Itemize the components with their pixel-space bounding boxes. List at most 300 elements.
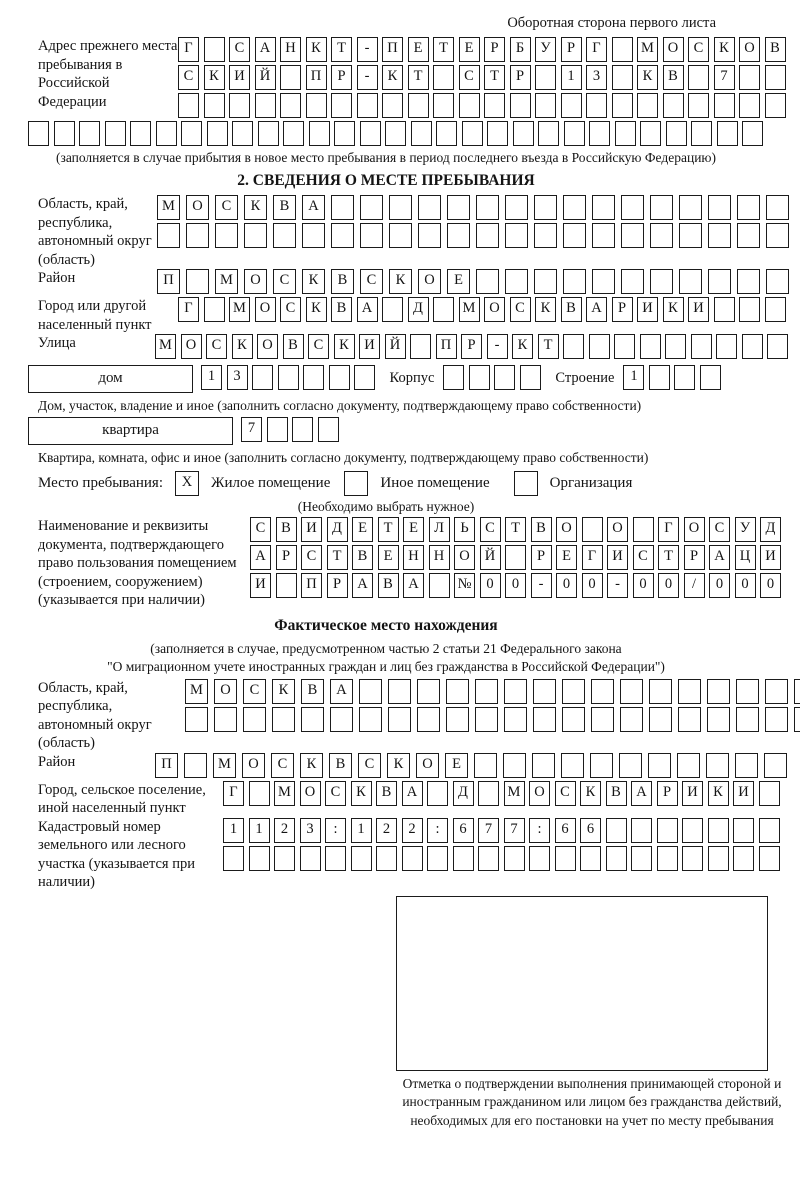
char-cell: О (454, 545, 475, 570)
char-cell (504, 679, 527, 704)
char-cell (469, 365, 490, 390)
char-cell (666, 121, 687, 146)
char-cell: А (402, 781, 423, 806)
char-cell (331, 93, 352, 118)
char-cell: А (709, 545, 730, 570)
char-cell: Т (331, 37, 352, 62)
char-cell: 3 (586, 65, 607, 90)
char-cell: И (607, 545, 628, 570)
char-cell (650, 269, 673, 294)
char-cell: А (631, 781, 652, 806)
ulitsa-field (28, 334, 772, 362)
char-cell (621, 223, 644, 248)
char-cell (382, 93, 403, 118)
char-cell (620, 707, 643, 732)
char-cell: 1 (223, 818, 244, 843)
oblast-field (28, 195, 772, 269)
char-cell: 2 (402, 818, 423, 843)
char-cell (505, 545, 526, 570)
char-cell (657, 846, 678, 871)
char-cell (410, 334, 431, 359)
char-cell: 0 (658, 573, 679, 598)
char-cell (706, 753, 729, 778)
char-cell: К (204, 65, 225, 90)
char-cell: К (334, 334, 355, 359)
oblast-grid (157, 195, 795, 251)
prev-address-grid (178, 37, 790, 121)
char-cell: О (181, 334, 202, 359)
char-cell: К (389, 269, 412, 294)
char-cell: М (213, 753, 236, 778)
char-cell (411, 121, 432, 146)
char-cell (433, 93, 454, 118)
char-cell: С (215, 195, 238, 220)
char-cell (650, 223, 673, 248)
char-cell (739, 93, 760, 118)
dom-row (28, 365, 772, 395)
char-cell (474, 753, 497, 778)
char-cell (631, 818, 652, 843)
char-cell: О (244, 269, 267, 294)
char-cell (292, 417, 313, 442)
char-cell: Т (505, 517, 526, 542)
kadastr-field (28, 818, 772, 892)
char-cell (648, 753, 671, 778)
char-cell (708, 846, 729, 871)
char-cell (592, 269, 615, 294)
char-cell (535, 65, 556, 90)
char-cell: Р (327, 573, 348, 598)
char-cell: Н (280, 37, 301, 62)
char-cell (272, 707, 295, 732)
confirmation-mark-area (390, 896, 794, 1131)
char-cell: С (633, 545, 654, 570)
char-cell (267, 417, 288, 442)
char-cell: В (273, 195, 296, 220)
char-cell: Т (538, 334, 559, 359)
prev-address-label: Адрес прежнего места пребывания в Российской Федерации (38, 38, 178, 110)
char-cell: 1 (351, 818, 372, 843)
char-cell (178, 93, 199, 118)
char-cell: О (255, 297, 276, 322)
char-cell: К (302, 269, 325, 294)
char-cell: М (637, 37, 658, 62)
char-cell (621, 269, 644, 294)
char-cell: С (206, 334, 227, 359)
char-cell (589, 334, 610, 359)
char-cell (759, 781, 780, 806)
char-cell (478, 846, 499, 871)
char-cell: 1 (623, 365, 644, 390)
char-cell (330, 707, 353, 732)
char-cell (186, 269, 209, 294)
char-cell (765, 707, 788, 732)
char-cell: И (359, 334, 380, 359)
char-cell: В (765, 37, 786, 62)
char-cell (476, 195, 499, 220)
char-cell: В (606, 781, 627, 806)
char-cell (562, 679, 585, 704)
char-cell: А (330, 679, 353, 704)
char-cell: А (357, 297, 378, 322)
char-cell (649, 707, 672, 732)
mesto-note: (Необходимо выбрать нужное) (297, 499, 475, 514)
char-cell: 0 (760, 573, 781, 598)
char-cell (586, 93, 607, 118)
kvartira-row (28, 417, 772, 447)
char-cell (433, 297, 454, 322)
char-cell (733, 818, 754, 843)
doc-label: Наименование и реквизиты документа, подтверждающего право пользования помещением (строением, сооружением) (указывается при наличии) (38, 518, 237, 608)
char-cell (273, 223, 296, 248)
char-cell: Р (684, 545, 705, 570)
char-cell: Р (276, 545, 297, 570)
char-cell (707, 679, 730, 704)
char-cell (249, 846, 270, 871)
char-cell (708, 269, 731, 294)
char-cell: : (529, 818, 550, 843)
char-cell: Л (429, 517, 450, 542)
char-cell (589, 121, 610, 146)
char-cell (417, 679, 440, 704)
char-cell: Ь (454, 517, 475, 542)
char-cell: И (682, 781, 703, 806)
char-cell: Е (403, 517, 424, 542)
char-cell: Е (459, 37, 480, 62)
char-cell (742, 121, 763, 146)
char-cell: К (663, 297, 684, 322)
char-cell (580, 846, 601, 871)
char-cell: П (306, 65, 327, 90)
char-cell (621, 195, 644, 220)
char-cell: Г (178, 297, 199, 322)
char-cell (657, 818, 678, 843)
char-cell (631, 846, 652, 871)
char-cell: Т (484, 65, 505, 90)
kadastr-grid (223, 818, 784, 874)
char-cell (28, 121, 49, 146)
gorod-field (28, 297, 772, 334)
char-cell: П (301, 573, 322, 598)
char-cell (765, 65, 786, 90)
char-cell (682, 846, 703, 871)
confirmation-mark-note: Отметка о подтверждении выполнения принимающей стороной и иностранным гражданином или лицом без гражданства действий, необходимых для его постановки на учет по месту пребывания (402, 1075, 782, 1128)
char-cell (274, 846, 295, 871)
char-cell (714, 93, 735, 118)
char-cell (105, 121, 126, 146)
char-cell (325, 846, 346, 871)
char-cell: М (157, 195, 180, 220)
char-cell: - (357, 65, 378, 90)
char-cell: П (155, 753, 178, 778)
char-cell: О (418, 269, 441, 294)
char-cell: К (512, 334, 533, 359)
char-cell: В (331, 297, 352, 322)
char-cell: - (531, 573, 552, 598)
char-cell: О (484, 297, 505, 322)
char-cell: С (271, 753, 294, 778)
char-cell (612, 65, 633, 90)
char-cell: О (607, 517, 628, 542)
char-cell: С (459, 65, 480, 90)
char-cell: И (688, 297, 709, 322)
char-cell: М (504, 781, 525, 806)
char-cell: И (733, 781, 754, 806)
char-cell: Д (408, 297, 429, 322)
fact-title: Фактическое место нахождения (274, 616, 498, 634)
doc-row-2 (250, 545, 786, 570)
char-cell: О (214, 679, 237, 704)
char-cell: Р (561, 37, 582, 62)
char-cell: К (351, 781, 372, 806)
char-cell (707, 707, 730, 732)
char-cell (360, 121, 381, 146)
char-cell (714, 297, 735, 322)
char-cell: С (273, 269, 296, 294)
char-cell (534, 223, 557, 248)
char-cell (736, 707, 759, 732)
kvartira-note: Квартира, комната, офис и иное (заполнить согласно документу, подтверждающему право собственности) (38, 450, 649, 465)
char-cell: Т (408, 65, 429, 90)
char-cell (382, 297, 403, 322)
gorod-label: Город или другой населенный пункт (38, 298, 152, 333)
char-cell (533, 707, 556, 732)
char-cell (130, 121, 151, 146)
char-cell: 3 (300, 818, 321, 843)
char-cell: 2 (376, 818, 397, 843)
char-cell: В (378, 573, 399, 598)
char-cell (561, 93, 582, 118)
char-cell: 7 (504, 818, 525, 843)
char-cell: А (302, 195, 325, 220)
char-cell: В (329, 753, 352, 778)
char-cell: К (306, 297, 327, 322)
checkbox-zhiloe (175, 471, 199, 496)
char-cell (532, 753, 555, 778)
dom-note: Дом, участок, владение и иное (заполнить согласно документу, подтверждающему право собственности) (38, 398, 642, 413)
char-cell (359, 679, 382, 704)
char-cell (766, 269, 789, 294)
char-cell (504, 846, 525, 871)
char-cell: X (175, 471, 199, 496)
char-cell (223, 846, 244, 871)
char-cell: 0 (633, 573, 654, 598)
char-cell: Д (453, 781, 474, 806)
char-cell (510, 93, 531, 118)
char-cell: Д (327, 517, 348, 542)
char-cell (765, 93, 786, 118)
char-cell (157, 223, 180, 248)
char-cell (591, 707, 614, 732)
char-cell (388, 707, 411, 732)
char-cell (79, 121, 100, 146)
char-cell (533, 679, 556, 704)
fact-raion-field (28, 753, 772, 781)
char-cell: Р (531, 545, 552, 570)
char-cell (214, 707, 237, 732)
char-cell (389, 195, 412, 220)
char-cell (688, 65, 709, 90)
char-cell (590, 753, 613, 778)
char-cell: Г (658, 517, 679, 542)
char-cell: О (529, 781, 550, 806)
char-cell: 0 (505, 573, 526, 598)
char-cell (766, 195, 789, 220)
char-cell (484, 93, 505, 118)
char-cell (505, 269, 528, 294)
char-cell (418, 223, 441, 248)
char-cell (682, 818, 703, 843)
char-cell (619, 753, 642, 778)
kadastr-label: Кадастровый номер земельного или лесного участка (указывается при наличии) (38, 818, 195, 890)
char-cell (417, 707, 440, 732)
char-cell: А (255, 37, 276, 62)
char-cell (249, 781, 270, 806)
char-cell (351, 846, 372, 871)
char-cell (612, 93, 633, 118)
char-cell (54, 121, 75, 146)
char-cell (475, 707, 498, 732)
char-cell: 6 (555, 818, 576, 843)
char-cell: С (360, 269, 383, 294)
char-cell (765, 297, 786, 322)
char-cell (427, 781, 448, 806)
korpus-label: Корпус (389, 370, 435, 386)
char-cell (478, 781, 499, 806)
char-cell (476, 223, 499, 248)
char-cell (302, 223, 325, 248)
char-cell (794, 679, 800, 704)
char-cell: К (232, 334, 253, 359)
char-cell: А (352, 573, 373, 598)
char-cell (737, 223, 760, 248)
char-cell: Н (403, 545, 424, 570)
kadastr-row-2 (223, 846, 784, 871)
char-cell: 1 (249, 818, 270, 843)
checkbox-inoe (344, 471, 368, 496)
char-cell (306, 93, 327, 118)
char-cell: 0 (480, 573, 501, 598)
doc-row-1 (250, 517, 786, 542)
char-cell (447, 223, 470, 248)
char-cell: Е (445, 753, 468, 778)
char-cell: А (586, 297, 607, 322)
char-cell (359, 707, 382, 732)
char-cell: К (244, 195, 267, 220)
char-cell: С (280, 297, 301, 322)
char-cell (737, 195, 760, 220)
char-cell: Д (760, 517, 781, 542)
char-cell (759, 846, 780, 871)
dom-value-grid (201, 365, 380, 390)
char-cell: - (607, 573, 628, 598)
oblast-row-1 (157, 195, 795, 220)
char-cell (300, 846, 321, 871)
char-cell: Е (556, 545, 577, 570)
fact-oblast-label: Область, край, республика, автономный округ (область) (38, 679, 152, 751)
char-cell (708, 223, 731, 248)
char-cell (453, 846, 474, 871)
oblast-row-2 (157, 223, 795, 248)
char-cell (612, 37, 633, 62)
char-cell: М (155, 334, 176, 359)
ulitsa-label: Улица (38, 335, 76, 351)
doc-row-3 (250, 573, 786, 598)
fact-oblast-row-2 (185, 707, 800, 732)
char-cell (331, 223, 354, 248)
option-inoe-label: Иное помещение (380, 475, 490, 491)
char-cell: К (387, 753, 410, 778)
char-cell (475, 679, 498, 704)
char-cell: Г (178, 37, 199, 62)
char-cell (447, 195, 470, 220)
char-cell: 7 (714, 65, 735, 90)
char-cell: М (274, 781, 295, 806)
char-cell: Р (657, 781, 678, 806)
fact-note-line2: "О миграционном учете иностранных граждан и лиц без гражданства в Российской Федерации") (107, 658, 665, 674)
char-cell (504, 707, 527, 732)
char-cell: Е (378, 545, 399, 570)
char-cell (663, 93, 684, 118)
char-cell (674, 365, 695, 390)
char-cell: С (709, 517, 730, 542)
char-cell (494, 365, 515, 390)
char-cell (278, 365, 299, 390)
char-cell (354, 365, 375, 390)
char-cell: - (487, 334, 508, 359)
char-cell: К (300, 753, 323, 778)
char-cell: К (580, 781, 601, 806)
char-cell: С (358, 753, 381, 778)
char-cell (476, 269, 499, 294)
char-cell (520, 365, 541, 390)
char-cell (737, 269, 760, 294)
char-cell (561, 753, 584, 778)
char-cell (563, 195, 586, 220)
char-cell: 3 (227, 365, 248, 390)
kadastr-row-1 (223, 818, 784, 843)
raion-label: Район (38, 270, 76, 286)
char-cell (665, 334, 686, 359)
kvartira-box: квартира (28, 417, 233, 445)
char-cell: В (531, 517, 552, 542)
char-cell: Р (331, 65, 352, 90)
char-cell: 0 (709, 573, 730, 598)
char-cell (534, 195, 557, 220)
stroenie-grid (623, 365, 725, 390)
char-cell (640, 334, 661, 359)
char-cell: О (257, 334, 278, 359)
char-cell (181, 121, 202, 146)
raion-field (28, 269, 772, 297)
char-cell: В (276, 517, 297, 542)
char-cell (244, 223, 267, 248)
char-cell (513, 121, 534, 146)
char-cell: К (272, 679, 295, 704)
char-cell (357, 93, 378, 118)
char-cell (739, 297, 760, 322)
dom-box: дом (28, 365, 193, 393)
char-cell (402, 846, 423, 871)
char-cell (736, 679, 759, 704)
char-cell: Б (510, 37, 531, 62)
char-cell: К (535, 297, 556, 322)
char-cell (717, 121, 738, 146)
char-cell (563, 269, 586, 294)
char-cell: У (535, 37, 556, 62)
prev-address-row-1 (178, 37, 790, 62)
char-cell: У (735, 517, 756, 542)
